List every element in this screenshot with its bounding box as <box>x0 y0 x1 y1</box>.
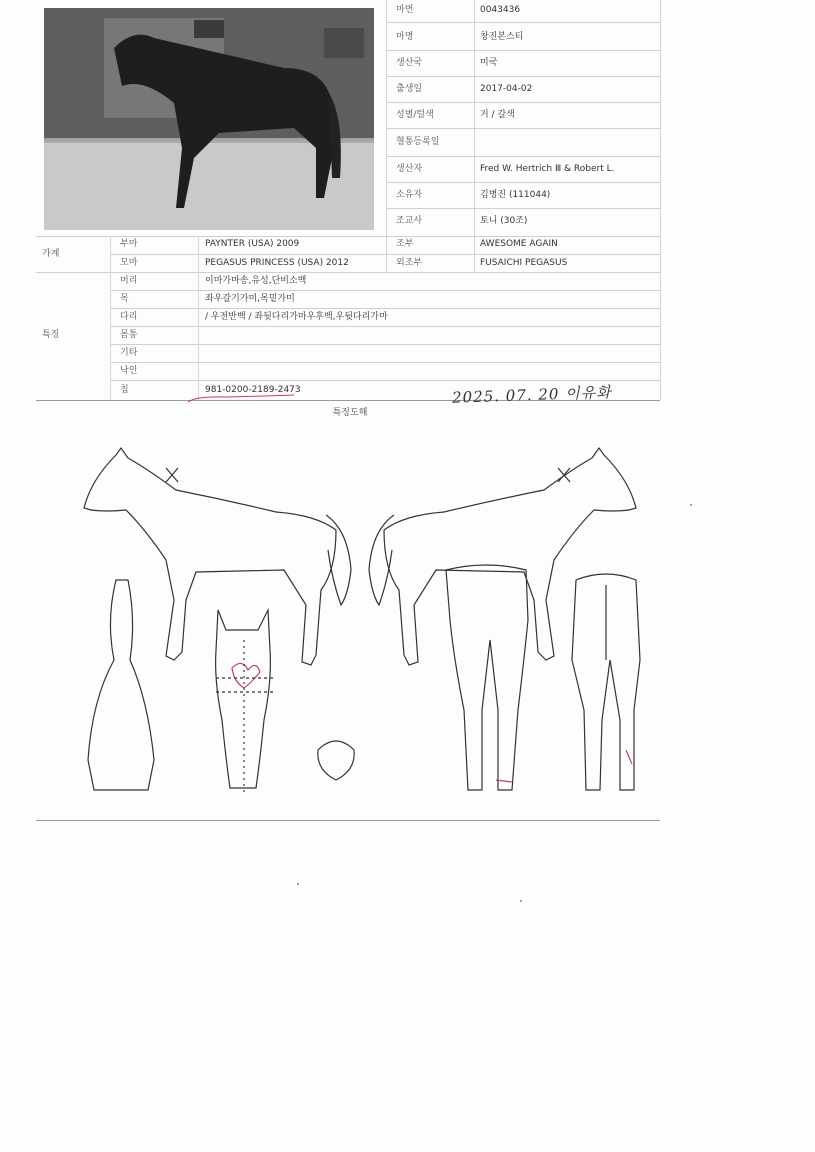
info-label-breeder: 생산자 <box>396 164 423 174</box>
info-value-trainer: 토니 (30조) <box>480 216 528 226</box>
damsire-label: 외조부 <box>396 258 423 268</box>
info-label-owner: 소유자 <box>396 190 423 200</box>
feature-value-legs: / 우전반백 / 좌뒷다리가마우후백,우뒷다리가마 <box>205 312 388 322</box>
muzzle-view <box>318 741 354 780</box>
info-value-owner: 김병진 (111044) <box>480 190 551 200</box>
damsire-value: FUSAICHI PEGASUS <box>480 258 568 268</box>
feature-label-legs: 다리 <box>120 312 138 322</box>
handwritten-signature-date: 2025. 07. 20 이유화 <box>451 383 612 407</box>
id-label: 마번 <box>396 5 414 15</box>
sire-label: 부마 <box>120 239 138 249</box>
side-view-left-horse <box>84 448 351 665</box>
feature-label-head: 머리 <box>120 276 138 286</box>
scan-speck <box>520 900 522 902</box>
feature-label-body: 몸통 <box>120 330 138 340</box>
info-value-country: 미국 <box>480 58 498 68</box>
dam-value: PEGASUS PRINCESS (USA) 2012 <box>205 258 349 268</box>
dam-label: 모마 <box>120 258 138 268</box>
info-label-sex-color: 성별/털색 <box>396 110 434 120</box>
feature-label-chip: 칩 <box>120 385 129 395</box>
info-value-name: 창진본스티 <box>480 32 524 42</box>
sire-value: PAYNTER (USA) 2009 <box>205 239 300 249</box>
diagram-title: 특징도해 <box>332 408 368 418</box>
grandsire-label: 조부 <box>396 239 414 249</box>
feature-label-brand: 낙인 <box>120 366 138 376</box>
scan-speck <box>690 504 692 506</box>
head-front-view <box>216 610 276 792</box>
info-label-name: 마명 <box>396 32 414 42</box>
info-value-birthdate: 2017-04-02 <box>480 84 533 94</box>
info-label-birthdate: 출생일 <box>396 84 423 94</box>
info-label-registration-date: 혈통등록일 <box>396 137 440 147</box>
id-value: 0043436 <box>480 5 521 15</box>
info-label-country: 생산국 <box>396 58 423 68</box>
feature-label-other: 기타 <box>120 348 138 358</box>
horse-photo <box>44 8 374 230</box>
feature-value-neck: 좌우갈기가미,목밑가미 <box>205 294 295 304</box>
feature-label-neck: 목 <box>120 294 129 304</box>
info-label-trainer: 조교사 <box>396 216 423 226</box>
marking-diagram <box>36 420 660 820</box>
features-group-label: 특징 <box>42 330 60 340</box>
rear-view-horse <box>572 574 640 790</box>
info-value-breeder: Fred W. Hertrich Ⅲ & Robert L. <box>480 164 615 174</box>
front-view-horse <box>446 565 528 790</box>
side-view-right-horse <box>369 448 636 665</box>
chip-underline-mark <box>186 392 296 404</box>
info-value-sex-color: 거 / 갈색 <box>480 110 515 120</box>
feature-value-head: 이마가마송,유성,단비소백 <box>205 276 307 286</box>
top-view-horse <box>88 580 154 790</box>
grandsire-value: AWESOME AGAIN <box>480 239 558 249</box>
feature-value-chip: 981-0200-2189-2473 <box>205 385 301 395</box>
scan-speck <box>297 883 299 885</box>
pedigree-group-label: 가계 <box>42 249 60 259</box>
